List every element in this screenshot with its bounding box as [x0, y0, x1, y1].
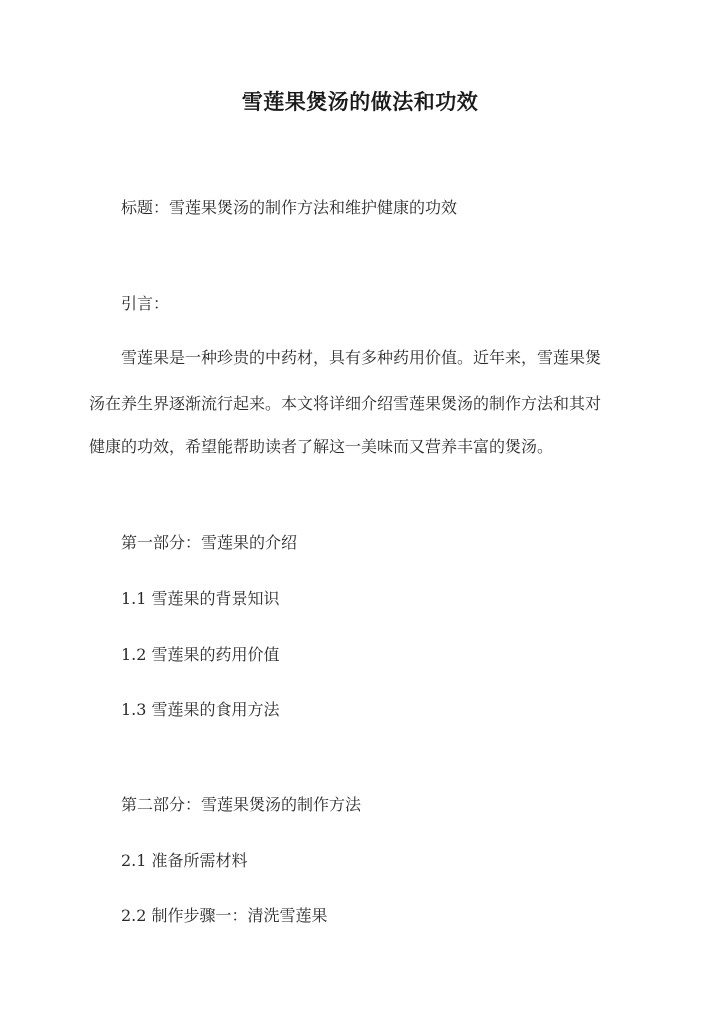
intro-heading: 引言：	[121, 294, 170, 313]
intro-paragraph-line-1: 雪莲果是一种珍贵的中药材，具有多种药用价值。近年来，雪莲果煲	[121, 348, 602, 367]
intro-paragraph-line-2: 汤在养生界逐渐流行起来。本文将详细介绍雪莲果煲汤的制作方法和其对	[89, 394, 602, 413]
part1-item: 1.1 雪莲果的背景知识	[121, 589, 280, 608]
subtitle-line: 标题：雪莲果煲汤的制作方法和维护健康的功效	[121, 198, 458, 217]
intro-paragraph-line-3: 健康的功效，希望能帮助读者了解这一美味而又营养丰富的煲汤。	[89, 437, 554, 456]
part1-item: 1.3 雪莲果的食用方法	[121, 700, 280, 719]
part2-item: 2.1 准备所需材料	[121, 851, 248, 870]
part1-heading: 第一部分：雪莲果的介绍	[121, 533, 298, 552]
part1-item: 1.2 雪莲果的药用价值	[121, 645, 280, 664]
part2-item: 2.2 制作步骤一：清洗雪莲果	[121, 906, 328, 925]
part2-heading: 第二部分：雪莲果煲汤的制作方法	[121, 795, 362, 814]
page-title: 雪莲果煲汤的做法和功效	[241, 89, 479, 114]
